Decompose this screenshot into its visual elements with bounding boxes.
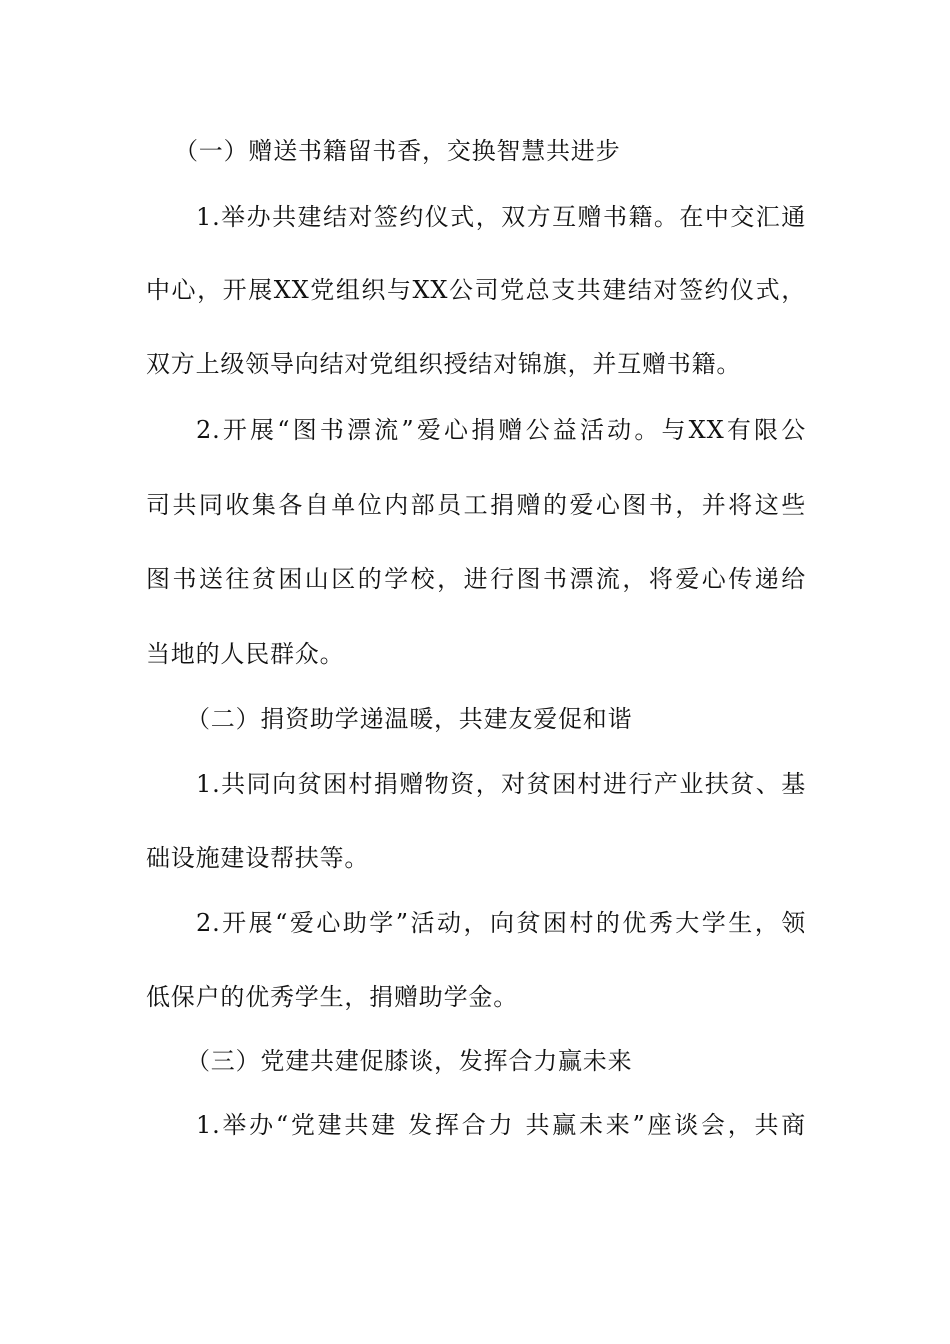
paragraph-line: 低保户的优秀学生，捐赠助学金。 <box>146 983 518 1011</box>
section-heading-2: （二）捐资助学递温暖，共建友爱促和谐 <box>186 705 633 733</box>
paragraph-line: 图书送往贫困山区的学校，进行图书漂流，将爱心传递给 <box>146 565 806 593</box>
paragraph-line: 中心，开展XX党组织与XX公司党总支共建结对签约仪式， <box>146 276 806 304</box>
paragraph-line: 司共同收集各自单位内部员工捐赠的爱心图书，并将这些 <box>146 491 806 519</box>
paragraph-line: 2.开展“爱心助学”活动，向贫困村的优秀大学生，领 <box>196 909 806 937</box>
paragraph-line: 1.共同向贫困村捐赠物资，对贫困村进行产业扶贫、基 <box>196 770 806 798</box>
paragraph-line: 1.举办“党建共建 发挥合力 共赢未来”座谈会，共商 <box>196 1111 806 1139</box>
paragraph-line: 双方上级领导向结对党组织授结对锦旗，并互赠书籍。 <box>146 350 742 378</box>
paragraph-line: 当地的人民群众。 <box>146 640 345 668</box>
paragraph-line: 1.举办共建结对签约仪式，双方互赠书籍。在中交汇通 <box>196 203 806 231</box>
paragraph-line: 础设施建设帮扶等。 <box>146 844 370 872</box>
section-heading-3: （三）党建共建促膝谈，发挥合力赢未来 <box>186 1047 633 1075</box>
paragraph-line: 2.开展“图书漂流”爱心捐赠公益活动。与XX有限公 <box>196 416 806 444</box>
section-heading-1: （一）赠送书籍留书香，交换智慧共进步 <box>174 137 621 165</box>
